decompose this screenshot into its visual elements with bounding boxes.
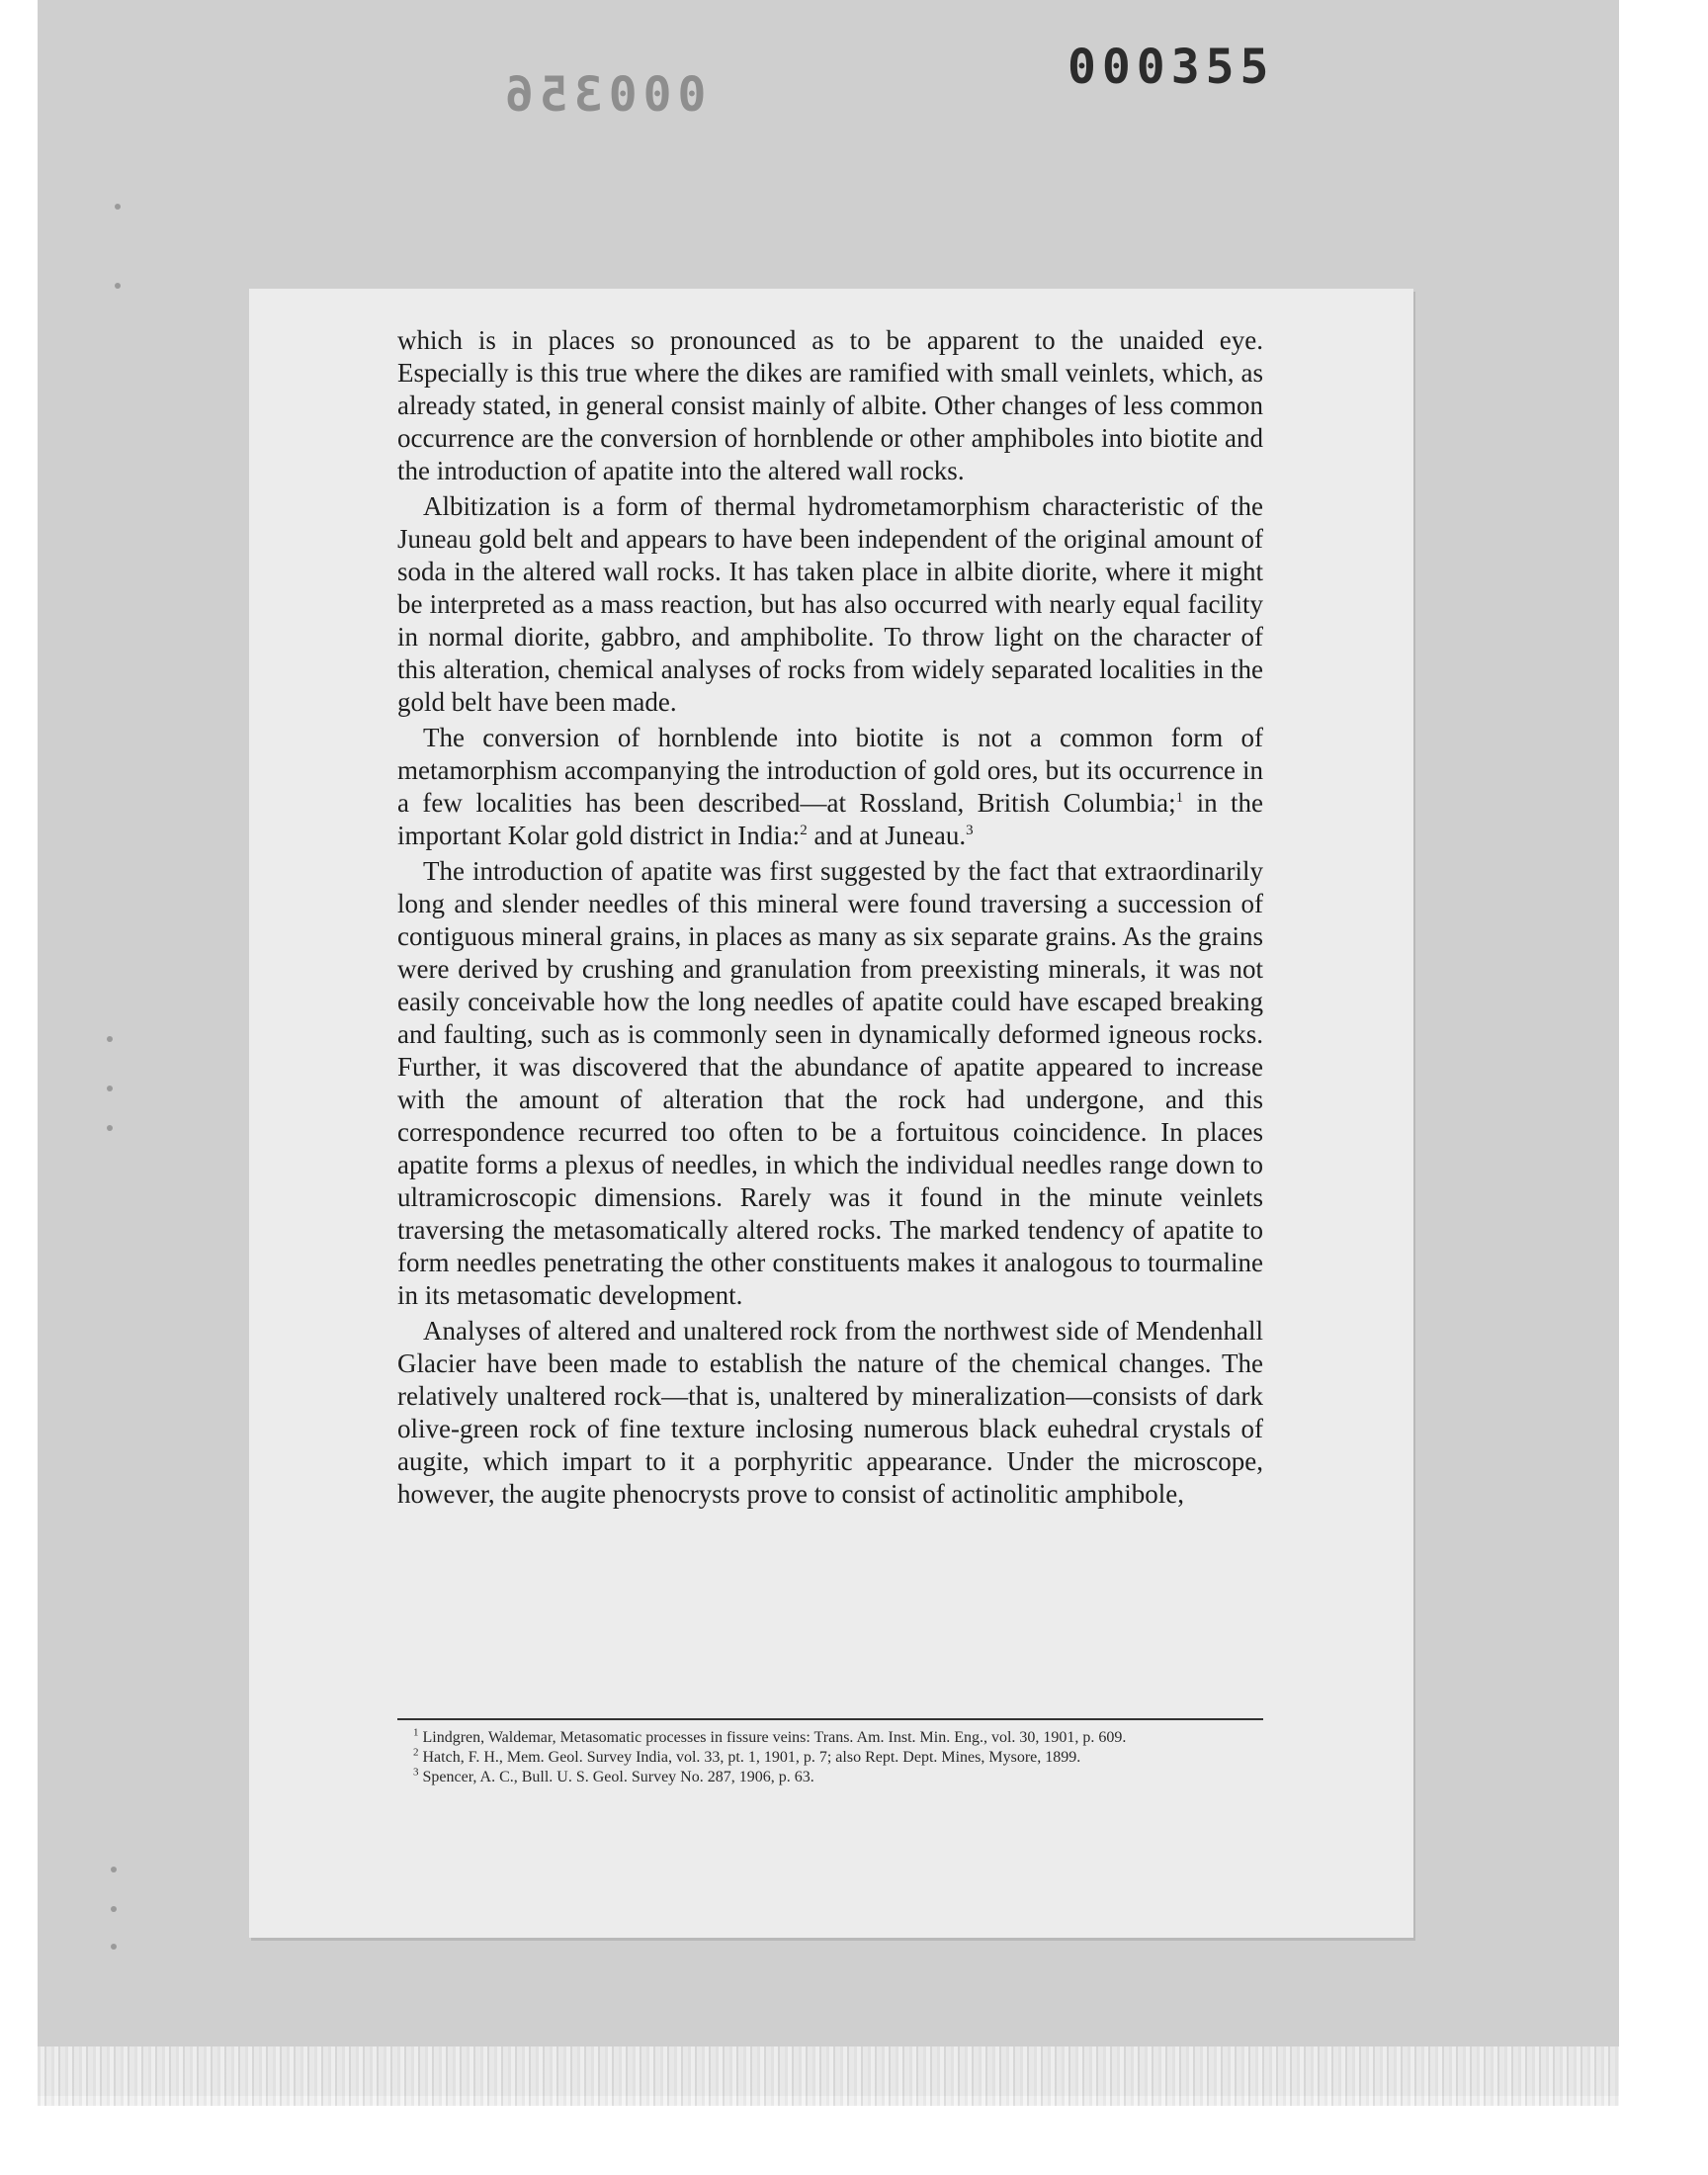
footnotes: [397, 1728, 1263, 1787]
footnote-ref-1: 1: [1175, 790, 1184, 806]
footnote-marker: 3: [413, 1766, 419, 1779]
punch-hole-mark: [111, 1906, 117, 1912]
page-stamp-ghost: 000356: [499, 67, 707, 123]
punch-hole-mark: [115, 204, 121, 210]
document-page: [249, 289, 1413, 1938]
footnote-item: [397, 1728, 1263, 1748]
footnote-ref-2: 2: [800, 823, 808, 838]
biotite-text-3: and at Juneau.: [807, 821, 967, 850]
scan-edge-artifact: [38, 2046, 1619, 2106]
page-stamp-number: 000355: [1068, 40, 1275, 95]
punch-hole-mark: [107, 1125, 113, 1131]
footnote-text: Lindgren, Waldemar, Metasomatic processes in fissure veins: Trans. Am. Inst. Min. Eng., vol. 30, 1901, p. 609.: [422, 1729, 1127, 1746]
punch-hole-mark: [107, 1086, 113, 1091]
punch-hole-mark: [111, 1944, 117, 1950]
biotite-text-1: The conversion of hornblende into biotite is not a common form of metamorphism accompanying the introduction of gold ores, but its occurrence in a few localities has been described—at Rossland, British Columbia;: [397, 723, 1263, 818]
paragraph-albitization: Albitization is a form of thermal hydrometamorphism characteristic of the Juneau gold belt and appears to have been independent of the original amount of soda in the altered wall rocks. It has taken place in albite diorite, where it might be interpreted as a mass reaction, but has also occurred with nearly equal facility in normal diorite, gabbro, and amphibolite. To throw light on the character of this alteration, chemical analyses of rocks from widely separated localities in the gold belt have been made.: [397, 491, 1263, 717]
footnote-marker: 2: [413, 1746, 419, 1759]
paragraph-biotite-conversion: [397, 722, 1263, 852]
footnote-item: [397, 1748, 1263, 1768]
punch-hole-mark: [115, 283, 121, 289]
footnote-ref-3: 3: [966, 823, 974, 838]
footnote-marker: 1: [413, 1726, 419, 1739]
footnote-divider: [397, 1718, 1263, 1720]
footnote-text: Hatch, F. H., Mem. Geol. Survey India, vol. 33, pt. 1, 1901, p. 7; also Rept. Dept. Mines, Mysore, 1899.: [422, 1749, 1081, 1766]
paragraph-mendenhall-analyses: Analyses of altered and unaltered rock from the northwest side of Mendenhall Glacier have been made to establish the nature of the chemical changes. The relatively unaltered rock—that is, unaltered by mineralization—consists of dark olive-green rock of fine texture inclosing numerous black euhedral crystals of augite, which impart to it a porphyritic appearance. Under the microscope, however, the augite phenocrysts prove to consist of actinolitic amphibole,: [397, 1316, 1263, 1509]
body-text: [397, 324, 1263, 1514]
punch-hole-mark: [111, 1867, 117, 1872]
paragraph-wall-rock-changes: which is in places so pronounced as to be apparent to the unaided eye. Especially is this true where the dikes are ramified with small veinlets, which, as already stated, in general consist mainly of albite. Other changes of less common occurrence are the conversion of hornblende or other amphiboles into biotite and the introduction of apatite into the altered wall rocks.: [397, 325, 1263, 485]
biotite-text-2: in the important Kolar gold district in India:: [397, 788, 1263, 850]
paragraph-apatite: The introduction of apatite was first suggested by the fact that extraordinarily long and slender needles of this mineral were found traversing a succession of contiguous mineral grains, in places as many as six separate grains. As the grains were derived by crushing and granulation from preexisting minerals, it was not easily conceivable how the long needles of apatite could have escaped breaking and faulting, such as is commonly seen in dynamically deformed igneous rocks. Further, it was discovered that the abundance of apatite appeared to increase with the amount of alteration that the rock had undergone, and this correspondence recurred too often to be a fortuitous coincidence. In places apatite forms a plexus of needles, in which the individual needles range down to ultramicroscopic dimensions. Rarely was it found in the minute veinlets traversing the metasomatically altered rocks. The marked tendency of apatite to form needles penetrating the other constituents makes it analogous to tourmaline in its metasomatic development.: [397, 856, 1263, 1310]
footnote-text: Spencer, A. C., Bull. U. S. Geol. Survey No. 287, 1906, p. 63.: [422, 1769, 814, 1785]
punch-hole-mark: [107, 1036, 113, 1042]
footnote-item: [397, 1768, 1263, 1787]
